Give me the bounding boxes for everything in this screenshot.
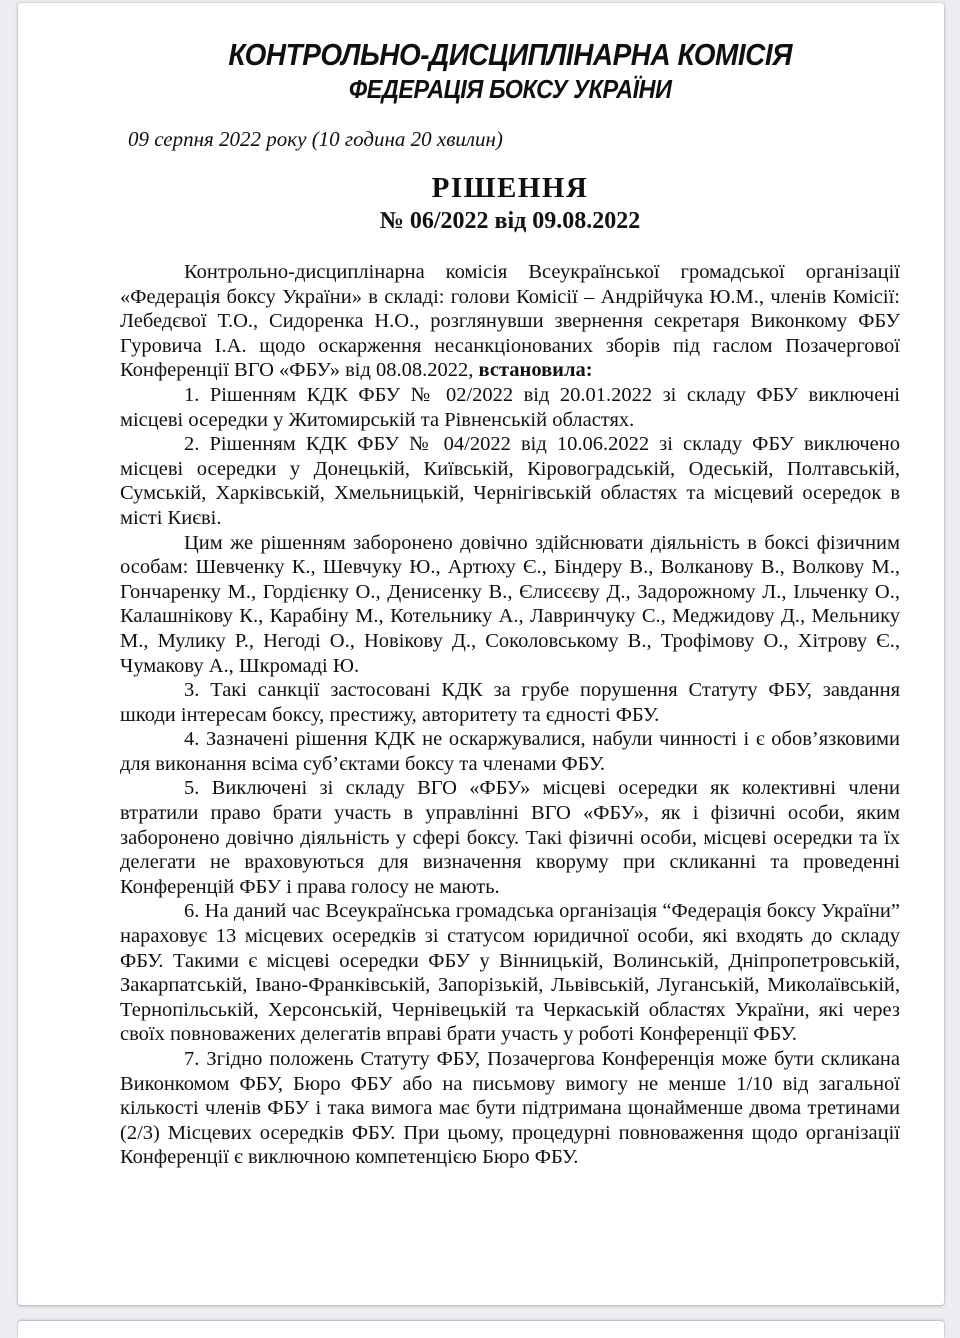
decision-item-6: 6. На даний час Всеукраїнська громадська організація “Федерація боксу України” нараховує 13 місцевих осередків зі статусом юридичної особи, які входять до складу ФБУ. Такими є місцеві осередки ФБУ у Вінницькій, Волинській, Дніпропетровській, Закарпатській, Івано-Франківській, Запорізькій, Львівській, Луганській, Миколаївській, Тернопільській, Херсонській, Чернівецькій та Черкаській областях України, які через своїх повноважених делегатів вправі брати участь у роботі Конференції ФБУ. <box>120 900 900 1046</box>
next-page-edge <box>18 1321 944 1338</box>
org-header-line-2 <box>120 73 900 105</box>
decision-item-5: 5. Виключені зі складу ВГО «ФБУ» місцеві осередки як колективні члени втратили право брати участь в управлінні ВГО «ФБУ», як і фізичні особи, яким заборонено довічно діяльність у сфері боксу. Такі фізичні особи, місцеві осередки та їх делегати не враховуються для визначення кворуму при скликанні та проведенні Конференцій ФБУ і права голосу не мають. <box>120 777 900 898</box>
intro-paragraph-bold: встановила: <box>478 359 593 382</box>
decision-item-3: 3. Такі санкції застосовані КДК за грубе порушення Статуту ФБУ, завдання шкоди інтересам боксу, престижу, авторитету та єдності ФБУ. <box>120 679 900 726</box>
date-line: 09 серпня 2022 року (10 година 20 хвилин) <box>128 127 503 151</box>
intro-paragraph-text: Контрольно-дисциплінарна комісія Всеукраїнської громадської організації «Федерація боксу України» в складі: голови Комісії – Андрійчука Ю.М., членів Комісії: Лебедєвої Т.О., Сидоренка Н.О., розглянувши звернення секретаря Виконкому ФБУ Гуровича І.А. щодо оскарження несанкціонованих зборів під гаслом Позачергової Конференції ВГО «ФБУ» від 08.08.2022, <box>120 261 900 382</box>
page-content <box>18 3 944 1170</box>
decision-title: РІШЕННЯ <box>431 172 589 204</box>
document-page <box>18 3 944 1305</box>
org-header-line-2-text: ФЕДЕРАЦІЯ БОКСУ УКРАЇНИ <box>348 74 672 104</box>
intro-paragraph <box>120 260 900 383</box>
decision-number: № 06/2022 від 09.08.2022 <box>379 208 641 234</box>
decision-item-7: 7. Згідно положень Статуту ФБУ, Позачергова Конференція може бути скликана Виконкомом ФБУ, Бюро ФБУ або на письмову вимогу не менше 1/10 від загальної кількості членів ФБУ і така вимога має бути підтримана щонайменше двома третинами (2/3) Місцевих осередків ФБУ. При цьому, процедурні повноваження щодо організації Конференції є виключною компетенцією Бюро ФБУ. <box>120 1048 900 1169</box>
decision-body <box>120 260 900 1170</box>
org-header-line-1 <box>120 37 900 73</box>
decision-item-1: 1. Рішенням КДК ФБУ № 02/2022 від 20.01.2022 зі складу ФБУ виключені місцеві осередки у Житомирській та Рівненській областях. <box>120 383 900 431</box>
decision-item-2: 2. Рішенням КДК ФБУ № 04/2022 від 10.06.2022 зі складу ФБУ виключено місцеві осередки у Донецькій, Київській, Кіровоградській, Одеській, Полтавській, Сумській, Харківській, Хмельницькій, Чернігівській областях та місцевий осередок в місті Києві. <box>120 433 900 529</box>
org-header-line-1-text: КОНТРОЛЬНО-ДИСЦИПЛІНАРНА КОМІСІЯ <box>228 37 792 72</box>
banned-persons-paragraph: Цим же рішенням заборонено довічно здійснювати діяльність в боксі фізичним особам: Шевченку К., Шевчуку Ю., Артюху Є., Біндеру В., Волканову В., Волкову М., Гончаренку М., Гордієнку О., Денисенку В., Єлисєєву Д., Задорожному Л., Ільченку О., Калашнікову К., Карабіну М., Котельнику А., Лавринчуку С., Меджидову Д., Мельнику М., Мулику Р., Негоді О., Новікову Д., Соколовському В., Трофімову О., Хітрову Є., Чумакову А., Шкромаді Ю. <box>120 531 900 677</box>
decision-item-4: 4. Зазначені рішення КДК не оскаржувалися, набули чинності і є обов’язковими для виконання всіма суб’єктами боксу та членами ФБУ. <box>120 728 900 775</box>
